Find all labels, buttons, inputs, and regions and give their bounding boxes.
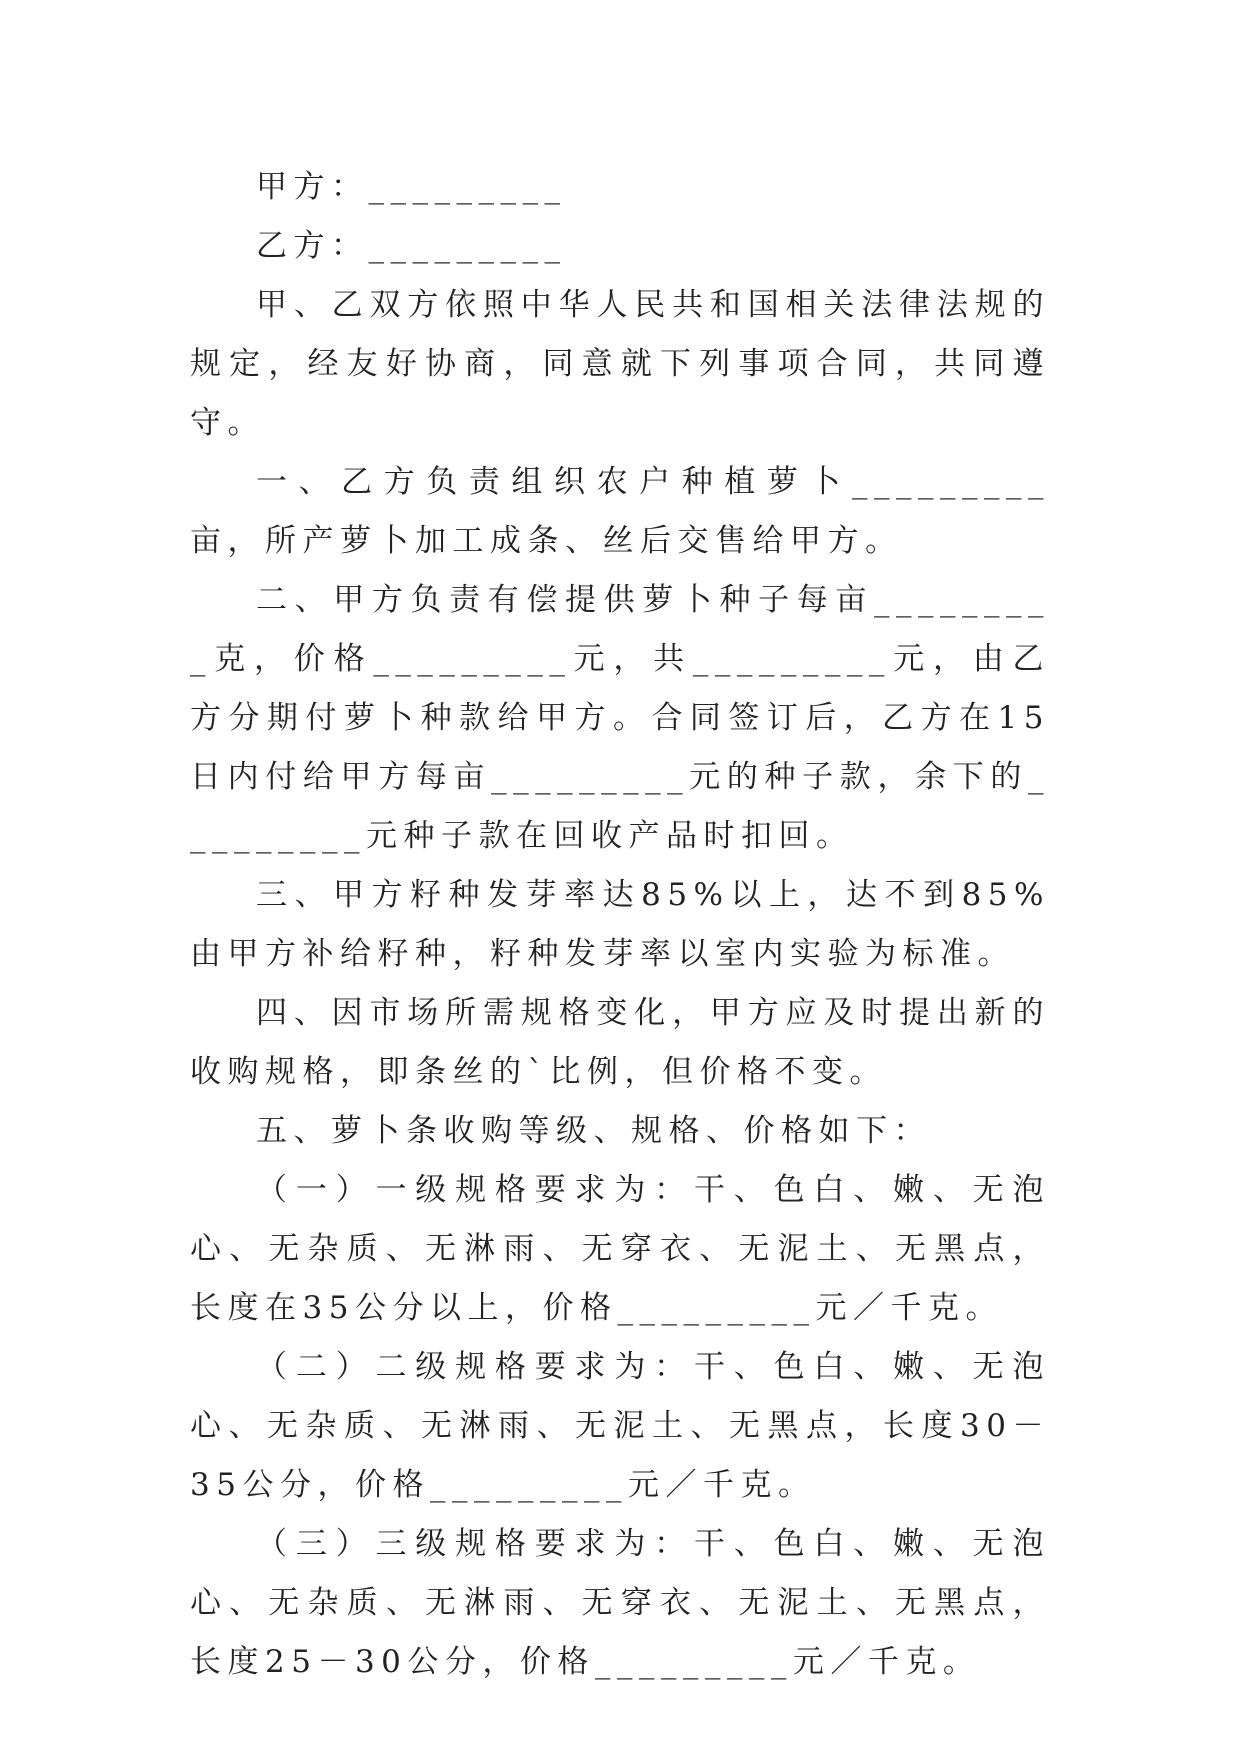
party-b-line: 乙方：_________ [256,228,567,264]
contract-preamble: 甲、乙双方依照中华人民共和国相关法律法规的规定，经友好协商，同意就下列事项合同，共同遵守。 [190,287,1050,441]
grade-3-spec: （三）三级规格要求为：干、色白、嫩、无泡心、无杂质、无淋雨、无穿衣、无泥土、无黑点，长度25－30公分，价格_________元／千克。 [190,1526,1050,1680]
party-a-line: 甲方：_________ [256,169,567,205]
clause-1: 一、乙方负责组织农户种植萝卜_________亩，所产萝卜加工成条、丝后交售给甲方。 [190,464,1050,559]
contract-body [190,158,1050,1692]
grade-2-spec: （二）二级规格要求为：干、色白、嫩、无泡心、无杂质、无淋雨、无泥土、无黑点，长度30－35公分，价格_________元／千克。 [190,1349,1050,1503]
grade-1-spec: （一）一级规格要求为：干、色白、嫩、无泡心、无杂质、无淋雨、无穿衣、无泥土、无黑点，长度在35公分以上，价格_________元／千克。 [190,1172,1050,1326]
clause-5: 五、萝卜条收购等级、规格、价格如下： [256,1113,931,1149]
clause-4: 四、因市场所需规格变化，甲方应及时提出新的收购规格，即条丝的`比例，但价格不变。 [190,995,1050,1090]
clause-3: 三、甲方籽种发芽率达85%以上，达不到85%由甲方补给籽种，籽种发芽率以室内实验为标准。 [190,877,1050,972]
clause-2: 二、甲方负责有偿提供萝卜种子每亩_________克，价格_________元，共_________元，由乙方分期付萝卜种款给甲方。合同签订后，乙方在15日内付给甲方每亩_________元的种子款，余下的_________元种子款在回收产品时扣回。 [190,582,1050,854]
